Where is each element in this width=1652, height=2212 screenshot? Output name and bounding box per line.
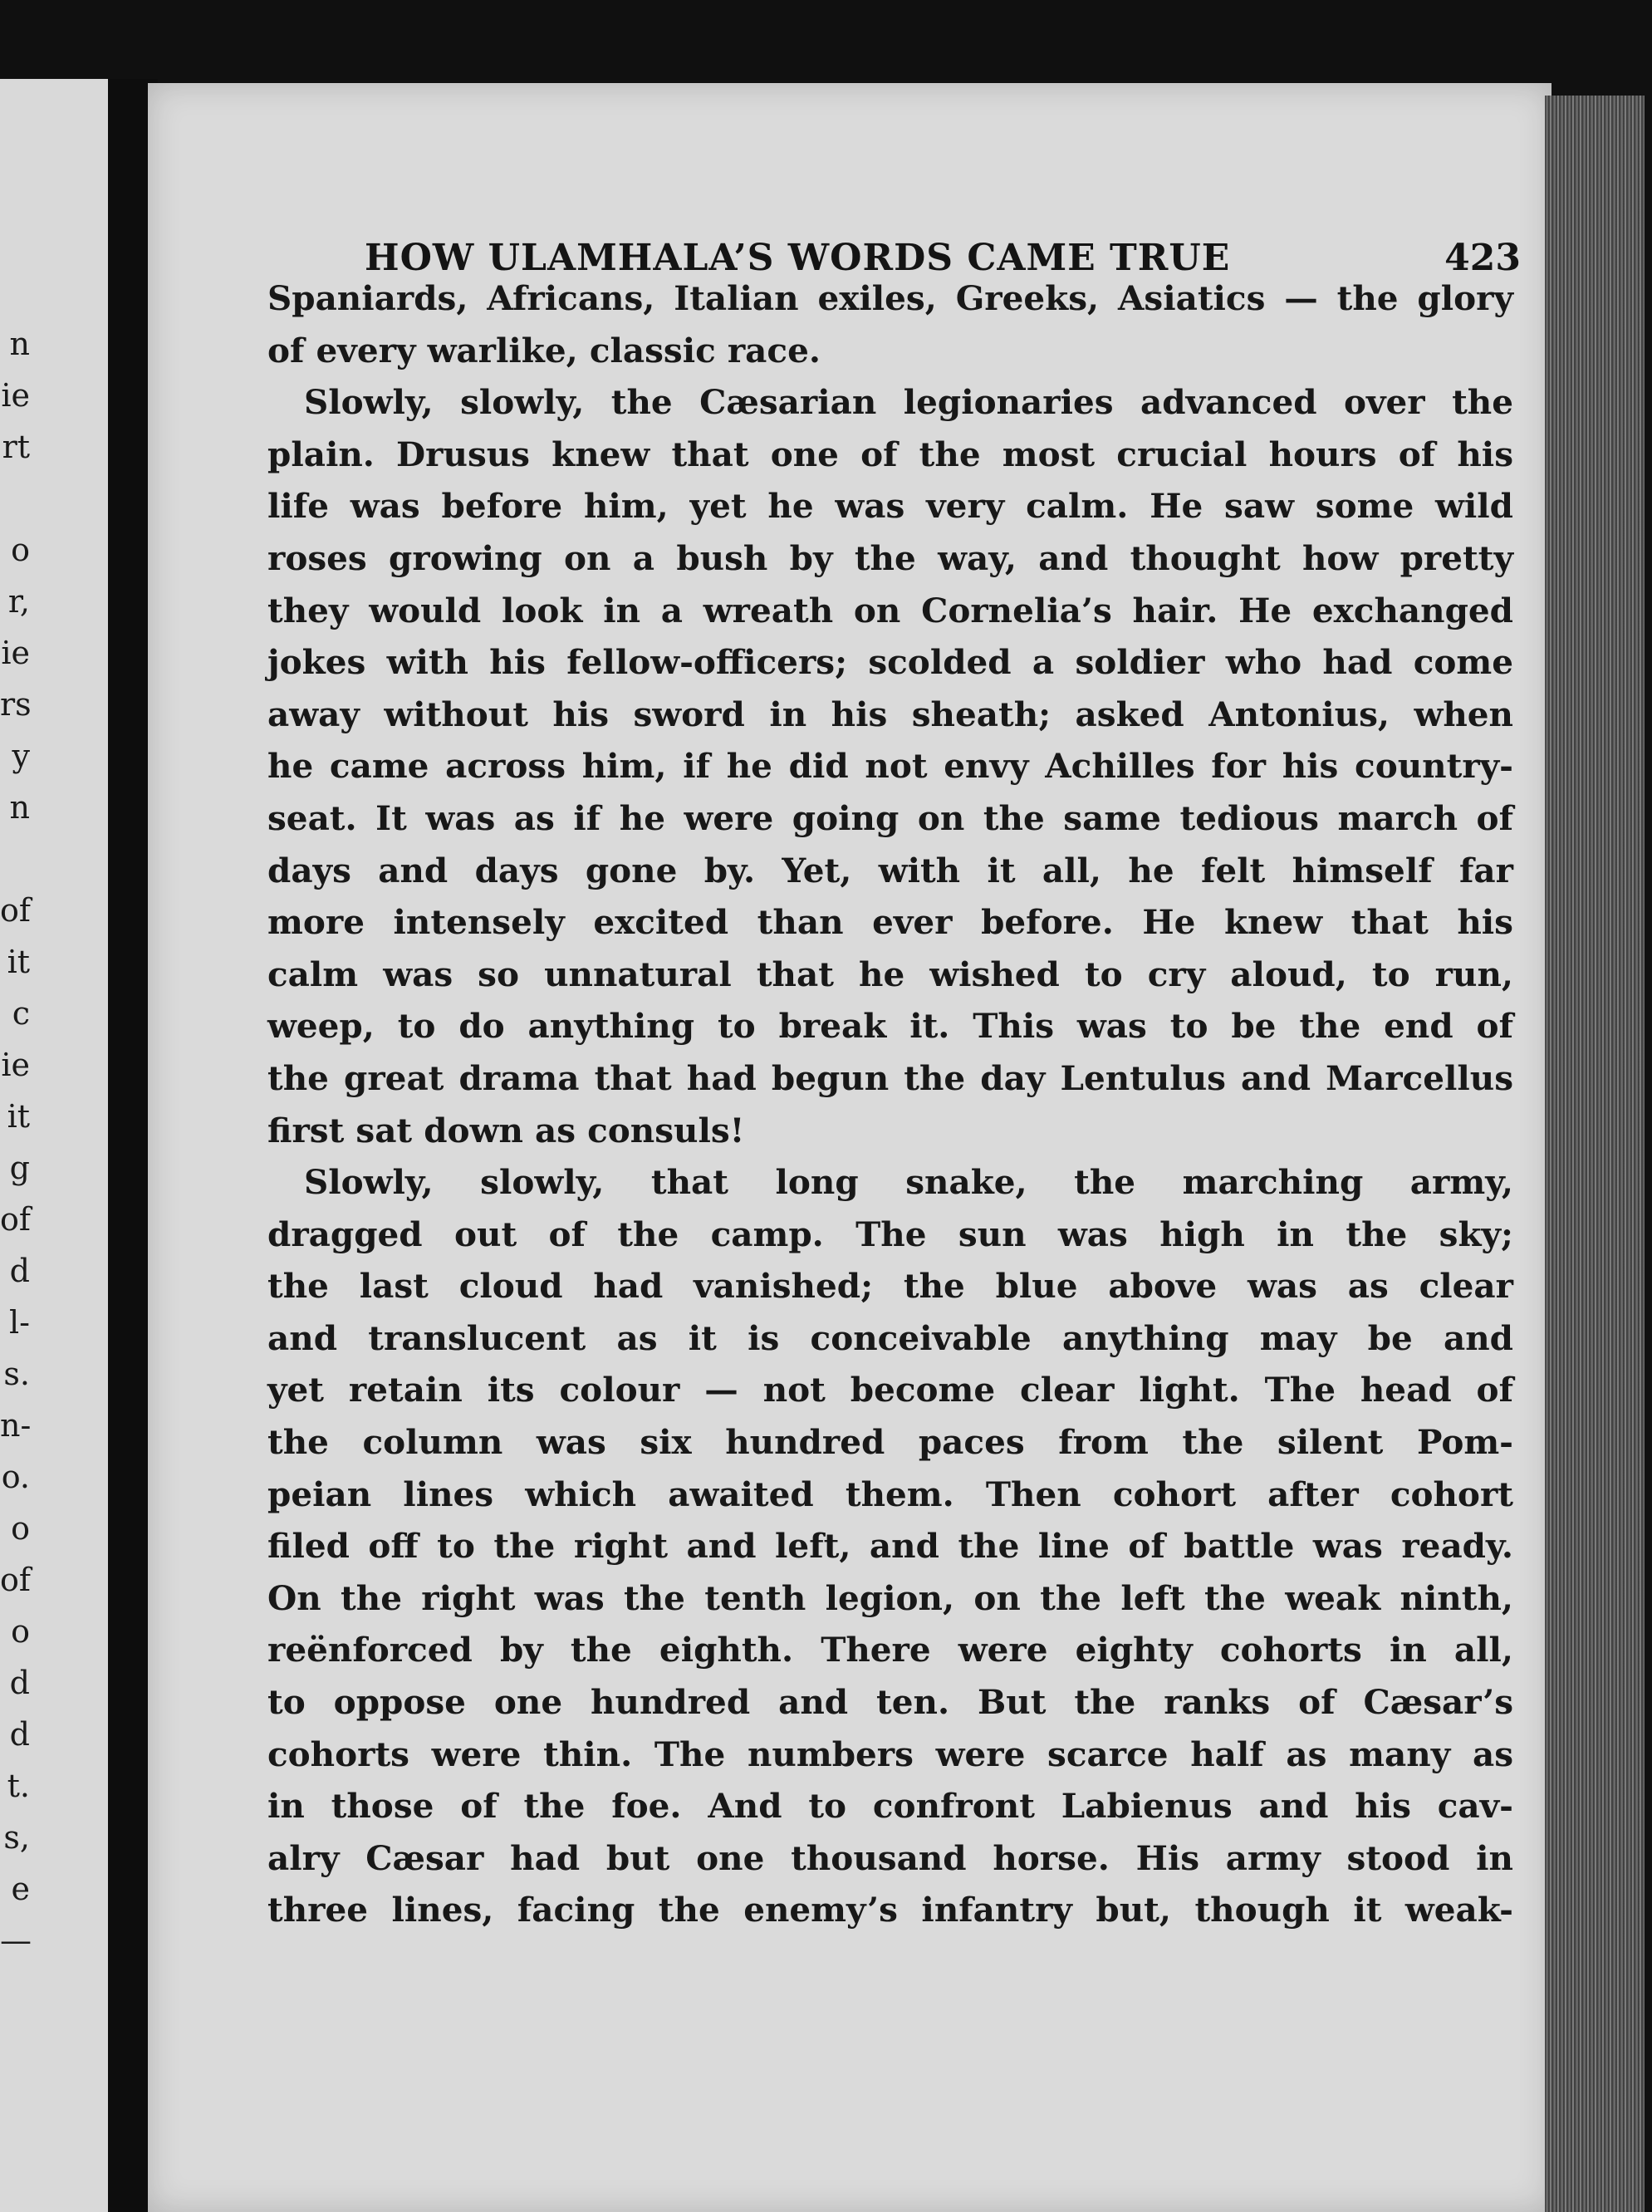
text-line: weep, to do anything to break it. This was to be the end of	[267, 1006, 1513, 1047]
left-fragment: —	[0, 1922, 32, 1959]
left-fragment: c	[12, 995, 30, 1032]
text-line: he came across him, if he did not envy Achilles for his country-	[267, 746, 1513, 787]
text-line: the last cloud had vanished; the blue above was as clear	[267, 1266, 1513, 1307]
text-line: days and days gone by. Yet, with it all, he felt himself far	[267, 850, 1513, 890]
left-fragment: s,	[3, 1819, 30, 1856]
left-fragment: it	[7, 944, 30, 980]
left-fragment: e	[11, 1871, 30, 1907]
left-fragment: r,	[7, 583, 30, 620]
running-title: HOW ULAMHALA’S WORDS CAME TRUE	[365, 237, 1231, 279]
body-text	[267, 272, 1513, 1936]
text-line: Spaniards, Africans, Italian exiles, Greeks, Asiatics — the glory	[267, 278, 1513, 318]
text-line: jokes with his fellow-officers; scolded a soldier who had come	[267, 642, 1513, 683]
text-line: On the right was the tenth legion, on the left the weak ninth,	[267, 1577, 1513, 1618]
left-fragment: n	[9, 326, 30, 362]
left-fragment: of	[0, 892, 31, 929]
text-line: first sat down as consuls!	[267, 1110, 745, 1150]
text-line: plain. Drusus knew that one of the most crucial hours of his	[267, 434, 1513, 474]
text-line: cohorts were thin. The numbers were scarce half as many as	[267, 1734, 1513, 1774]
left-fragment: d	[9, 1253, 30, 1289]
text-line: filed off to the right and left, and the line of battle was ready.	[267, 1526, 1513, 1567]
left-fragment: g	[9, 1150, 30, 1186]
left-fragment: o	[11, 532, 30, 568]
left-fragment: n-	[0, 1407, 32, 1444]
left-fragment: of	[0, 1201, 31, 1238]
text-line: calm was so unnatural that he wished to cry aloud, to run,	[267, 954, 1513, 994]
text-line: the column was six hundred paces from the silent Pom-	[267, 1422, 1513, 1463]
text-line: they would look in a wreath on Cornelia’s hair. He exchanged	[267, 590, 1513, 630]
left-fragment: y	[12, 738, 30, 774]
left-fragment: ie	[1, 377, 30, 414]
text-line: of every warlike, classic race.	[267, 330, 821, 370]
text-line: roses growing on a bush by the way, and thought how pretty	[267, 537, 1513, 578]
left-fragment: d	[9, 1716, 30, 1753]
text-line: dragged out of the camp. The sun was high in the sky;	[267, 1214, 1513, 1254]
text-line: reënforced by the eighth. There were eighty cohorts in all,	[267, 1630, 1513, 1670]
text-line: alry Cæsar had but one thousand horse. His army stood in	[267, 1837, 1513, 1878]
text-line: seat. It was as if he were going on the same tedious march of	[267, 797, 1513, 838]
text-line: yet retain its colour — not become clear light. The head of	[267, 1370, 1513, 1410]
text-line: more intensely excited than ever before. He knew that his	[267, 902, 1513, 943]
left-fragment: d	[9, 1665, 30, 1701]
left-fragment: o	[11, 1613, 30, 1650]
page-number: 423	[1444, 237, 1521, 279]
left-page-edge	[0, 79, 116, 2212]
text-line: life was before him, yet he was very calm. He saw some wild	[267, 486, 1513, 527]
text-line: three lines, facing the enemy’s infantry but, though it weak-	[267, 1890, 1513, 1930]
left-fragment: ie	[1, 1047, 30, 1083]
page-block-edges	[1545, 96, 1645, 2212]
text-line: in those of the foe. And to confront Labienus and his cav-	[267, 1786, 1513, 1827]
left-fragment: rt	[2, 429, 30, 465]
book-page	[148, 83, 1552, 2212]
text-line: the great drama that had begun the day Lentulus and Marcellus	[267, 1057, 1513, 1098]
left-fragment: s.	[3, 1356, 30, 1392]
left-fragment: rs	[0, 686, 32, 723]
left-fragment: o	[11, 1510, 30, 1547]
text-line: peian lines which awaited them. Then cohort after cohort	[267, 1474, 1513, 1514]
left-fragment: l-	[9, 1304, 30, 1341]
text-line: Slowly, slowly, that long snake, the marching army,	[304, 1162, 1513, 1203]
text-line: and translucent as it is conceivable anything may be and	[267, 1317, 1513, 1358]
left-fragment: n	[9, 789, 30, 826]
left-fragment: t.	[7, 1768, 30, 1804]
left-fragment: it	[7, 1098, 30, 1135]
text-line: away without his sword in his sheath; asked Antonius, when	[267, 694, 1513, 734]
left-fragment: ie	[1, 635, 30, 671]
left-fragment: of	[0, 1562, 31, 1598]
text-line: to oppose one hundred and ten. But the ranks of Cæsar’s	[267, 1682, 1513, 1723]
text-line: Slowly, slowly, the Cæsarian legionaries advanced over the	[304, 382, 1513, 423]
left-fragment: o.	[1, 1459, 30, 1495]
